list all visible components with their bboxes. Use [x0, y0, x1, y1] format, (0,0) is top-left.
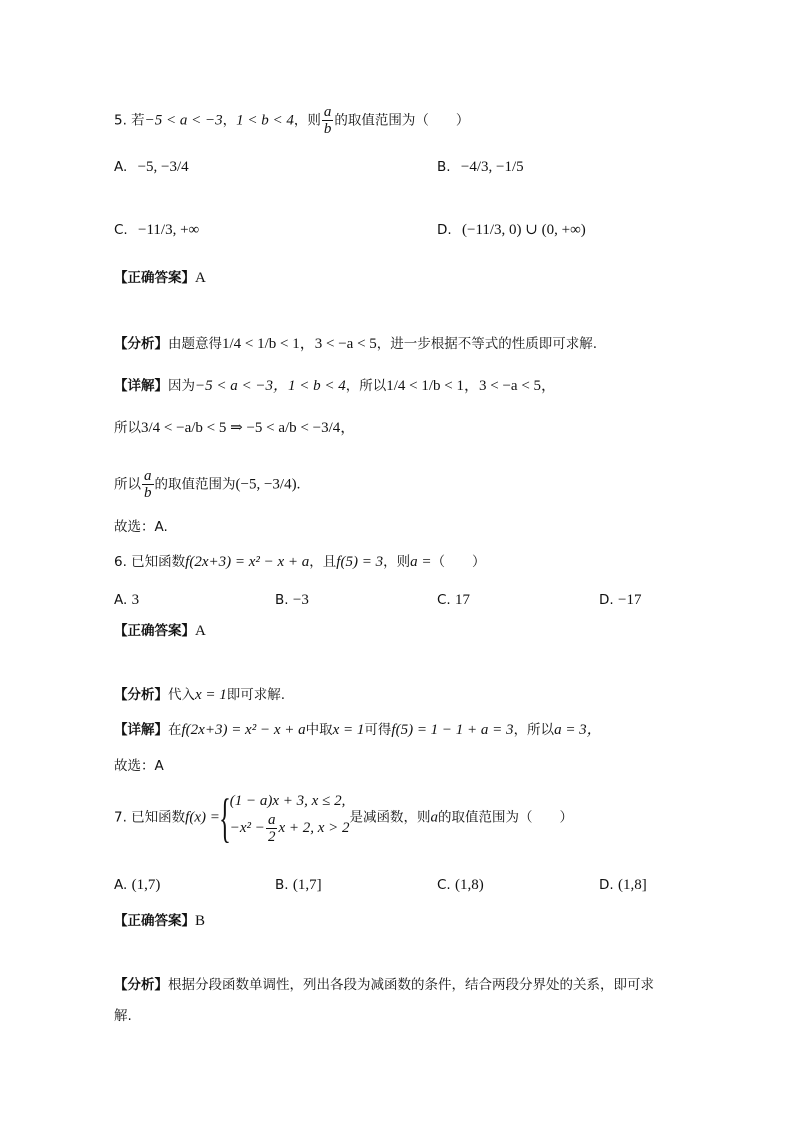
q5-option-d[interactable]: D. (−11/3, 0) ∪ (0, +∞): [437, 222, 586, 238]
q6-option-d[interactable]: D. −17: [599, 592, 642, 608]
q7-piecewise: (1 − a)x + 3, x ≤ 2, −x² − $\frac{a}{2}$ x + 2, x > 2: [229, 793, 350, 845]
q5-conclusion: 故选：A.: [114, 519, 168, 535]
q7-option-d[interactable]: D. (1,8]: [599, 877, 647, 893]
q6-option-a[interactable]: A. 3: [114, 592, 140, 608]
q5-option-d-value: (−11/3, 0) ∪ (0, +∞): [461, 222, 586, 238]
q7-stem: 7. 已知函数f(x) ={ (1 − a)x + 3, x ≤ 2, −x² − $\frac{a}{2}$ x + 2, x > 2 是减函数，则a的取值范围为（ ）: [114, 787, 573, 848]
q7-option-a[interactable]: A. (1,7): [114, 877, 161, 893]
q5-option-b[interactable]: B. −4/3, −1/5: [437, 159, 524, 175]
q5-analysis: 【分析】由题意得1/4 < 1/b < 1，3 < −a < 5，进一步根据不等式的性质即可求解.: [114, 336, 598, 352]
q5-option-c-value: −11/3, +∞: [138, 222, 200, 238]
q7-option-c[interactable]: C. (1,8): [437, 877, 484, 893]
q7-brace: {: [218, 787, 231, 848]
q5-detail-line-3: 所以 $\frac{a}{b}$ 的取值范围为(−5, −3/4).: [114, 468, 301, 501]
q7-option-b[interactable]: B. (1,7]: [275, 877, 322, 893]
q5-detail-line-1: 【详解】因为−5 < a < −3，1 < b < 4，所以1/4 < 1/b < 1，3 < −a < 5，: [114, 378, 557, 394]
q6-option-c[interactable]: C. 17: [437, 592, 471, 608]
q7-analysis-line-1: 【分析】根据分段函数单调性，列出各段为减函数的条件，结合两段分界处的关系，即可求: [114, 977, 654, 993]
q6-detail: 【详解】在f(2x+3) = x² − x + a中取x = 1可得f(5) = 1 − 1 + a = 3，所以a = 3，: [114, 722, 602, 738]
q6-answer: 【正确答案】A: [114, 623, 206, 639]
q5-option-c[interactable]: C. −11/3, +∞: [114, 222, 200, 238]
q5-detail-line-2: 所以3/4 < −a/b < 5 ⇒ −5 < a/b < −3/4，: [114, 420, 356, 436]
q5-stem: 5. 若−5 < a < −3，1 < b < 4，则 $\frac{a}{b}$ 的取值范围为（ ）: [114, 104, 470, 137]
q5-fraction: $\frac{a}{b}$: [323, 104, 332, 137]
q6-option-b[interactable]: B. −3: [275, 592, 309, 608]
q5-option-a[interactable]: A. −5, −3/4: [114, 159, 189, 175]
q7-answer: 【正确答案】B: [114, 913, 206, 929]
q6-stem: 6. 已知函数f(2x+3) = x² − x + a，且f(5) = 3，则a =（ ）: [114, 554, 486, 570]
q5-option-a-value: −5, −3/4: [137, 159, 189, 175]
q5-answer: 【正确答案】A: [114, 270, 206, 286]
q6-conclusion: 故选：A: [114, 758, 164, 774]
q5-option-b-value: −4/3, −1/5: [460, 159, 524, 175]
q7-analysis-line-2: 解.: [114, 1008, 132, 1024]
q6-analysis: 【分析】代入x = 1即可求解.: [114, 687, 286, 703]
